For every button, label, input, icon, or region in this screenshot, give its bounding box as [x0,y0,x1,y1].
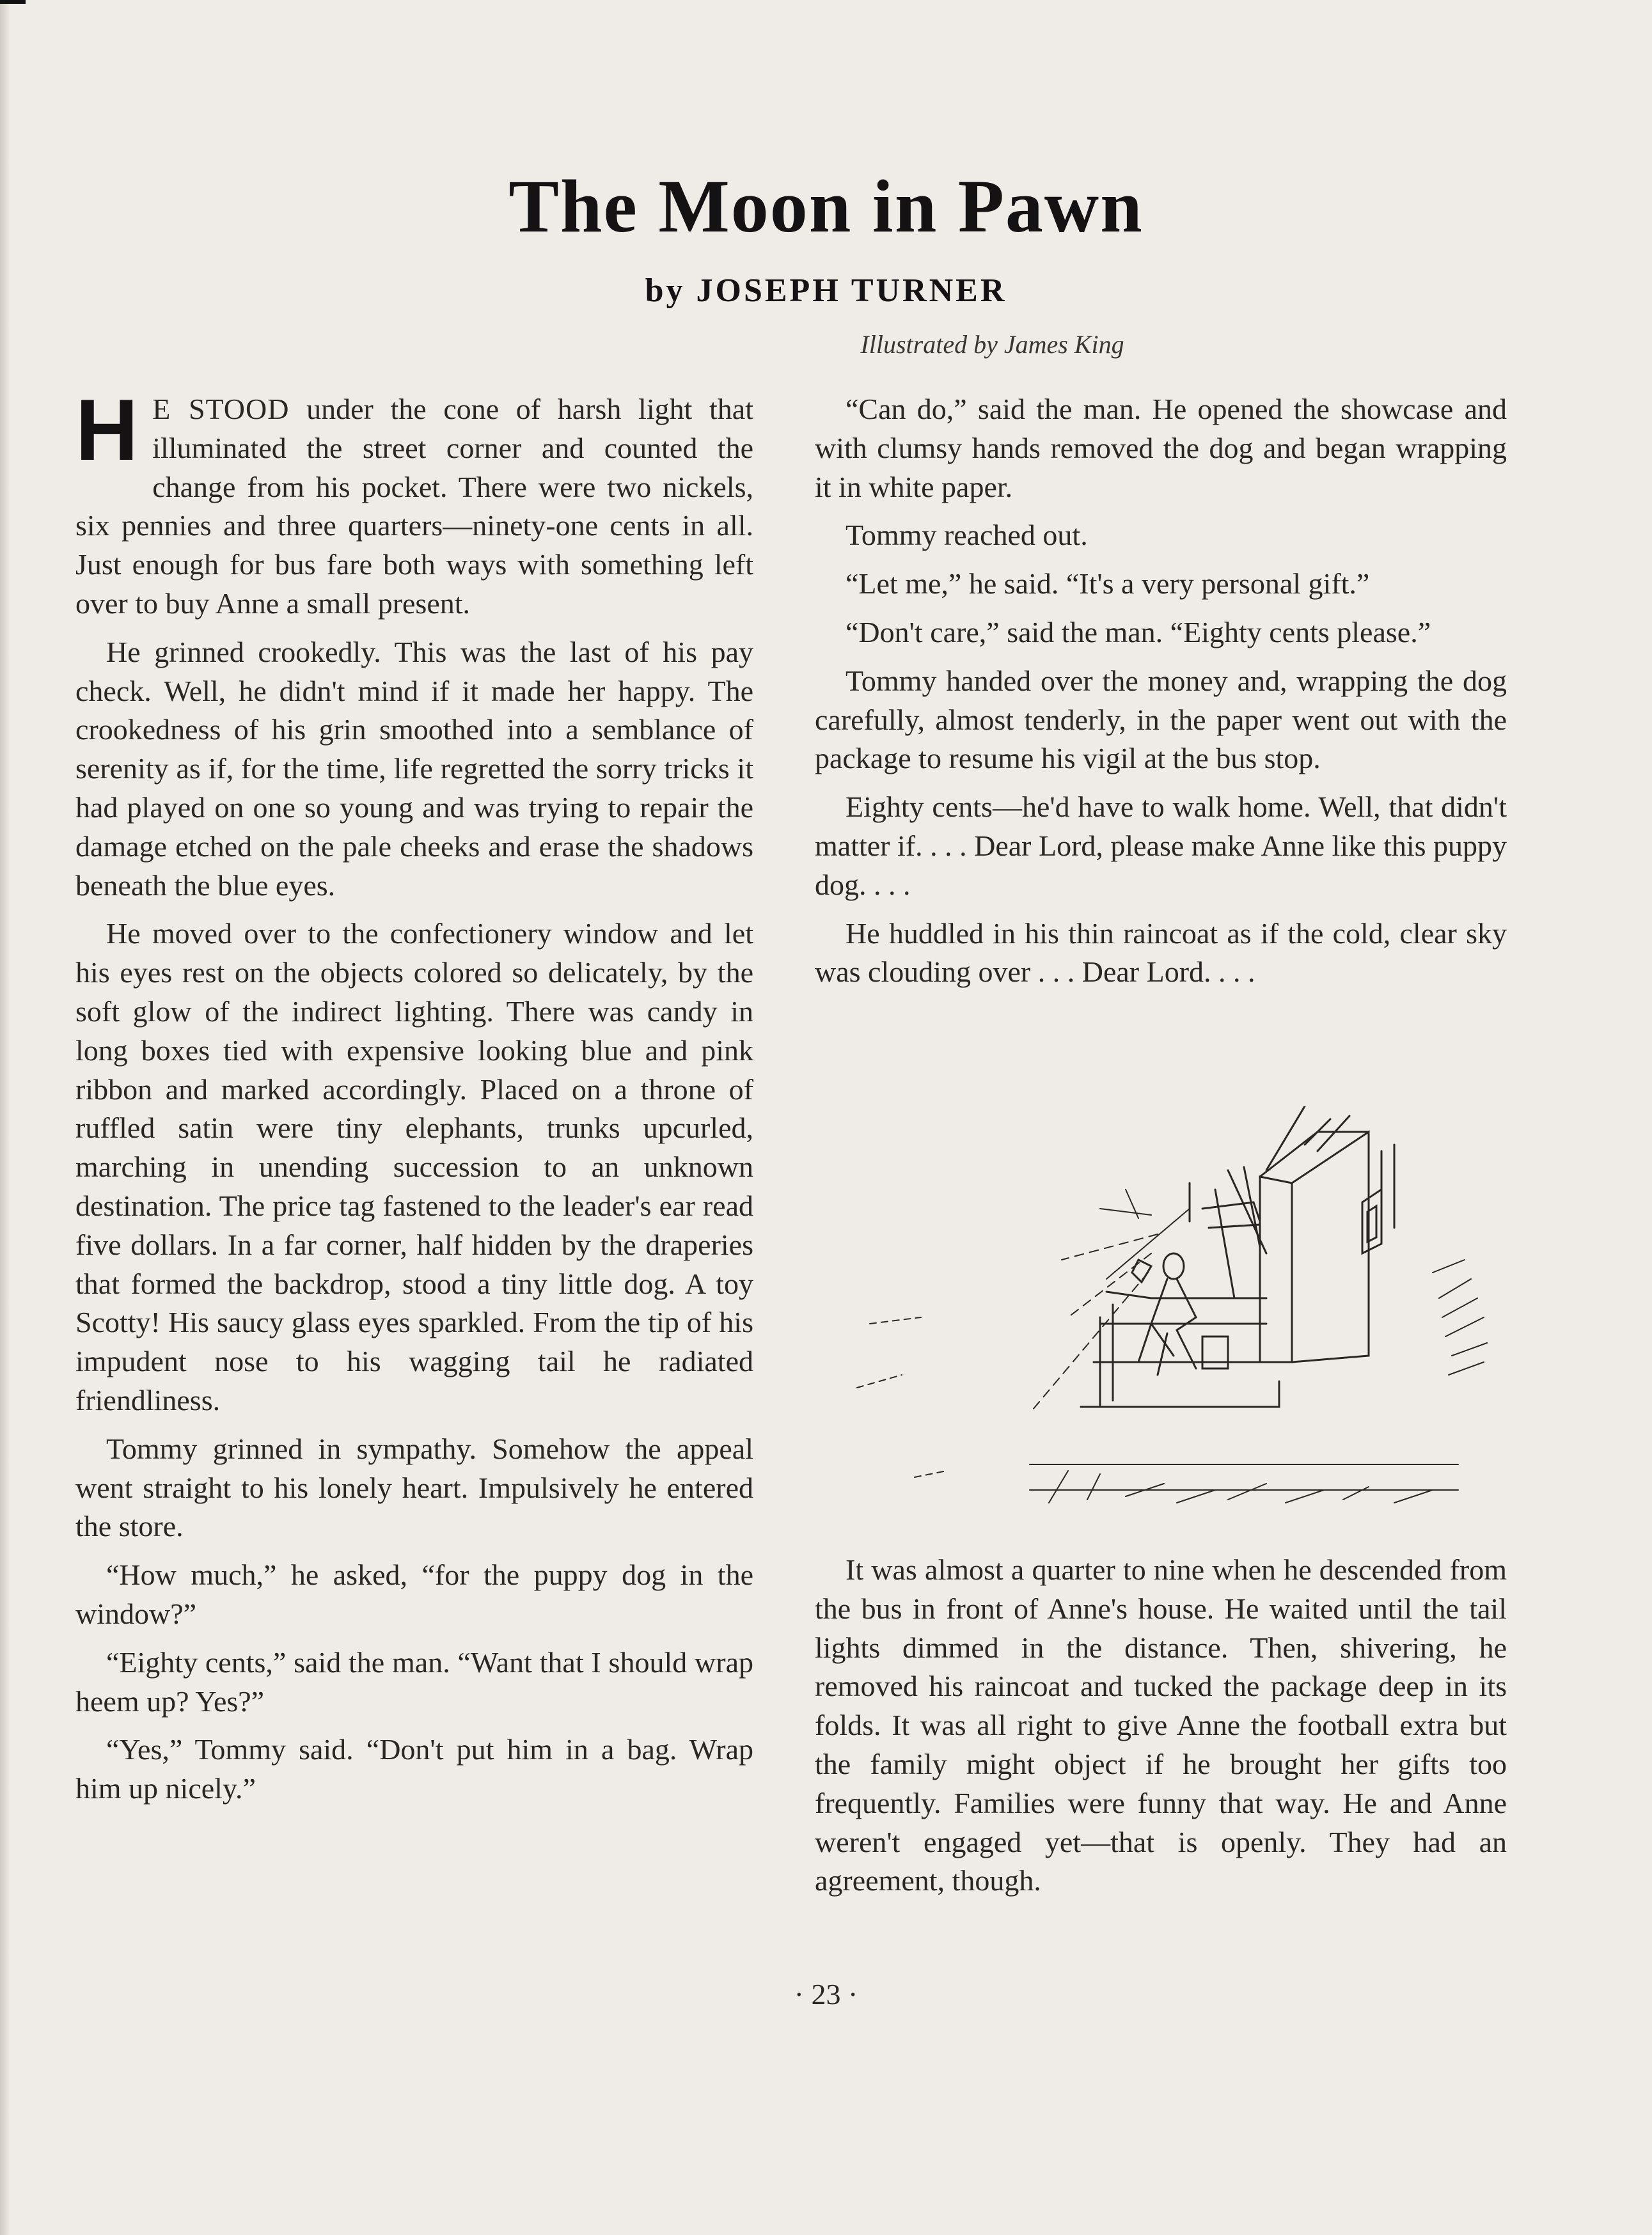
paragraph: “How much,” he asked, “for the puppy dog in the window?” [75,1558,753,1630]
paragraph: “Let me,” he said. “It's a very personal gift.” [846,567,1370,600]
article-byline: by JOSEPH TURNER [645,272,1007,309]
illustration-credit: Illustrated by James King [860,330,1124,359]
page-number: · 23 · [794,1978,858,2011]
page-corner-mark [0,0,26,4]
paragraph: “Eighty cents,” said the man. “Want that I should wrap heem up? Yes?” [75,1645,753,1718]
paragraph: Eighty cents—he'd have to walk home. Well, that didn't matter if. . . . Dear Lord, please make Anne like this puppy dog. . . . [815,790,1507,901]
paragraph: Tommy grinned in sympathy. Somehow the appeal went straight to his lonely heart. Impulsively he entered the store. [75,1432,753,1543]
paragraph: “Yes,” Tommy said. “Don't put him in a bag. Wrap him up nicely.” [75,1733,753,1805]
paragraph: He huddled in his thin raincoat as if the cold, clear sky was clouding over . . . Dear Lord. . . . [815,916,1507,989]
paragraph: “Don't care,” said the man. “Eighty cents please.” [846,615,1431,648]
article-title: The Moon in Pawn [508,164,1144,248]
opening-smallcaps: E STOOD [152,393,290,425]
ink-sketch-illustration [819,1106,1506,1541]
paragraph: He grinned crookedly. This was the last of his pay check. Well, he didn't mind if it made her happy. The crookedness of his grin smoothed into a semblance of serenity as if, for the time, life regretted the sorry tricks it had played on one so young and was trying to repair the damage etched on the pale cheeks and erase the shadows beneath the blue eyes. [75,635,753,902]
paragraph: Tommy handed over the money and, wrapping the dog carefully, almost tenderly, in the paper went out with the package to resume his vigil at the bus stop. [815,664,1507,775]
paragraph: Tommy reached out. [846,519,1088,552]
opening-text: under the cone of harsh light that illuminated the street corner and counted the change from his pocket. There were two nickels, six pennies and three quarters—ninety-one cents in all. Just enough for bus fare both ways with something left over to buy Anne a small present. [75,393,753,620]
drop-cap: H [75,381,139,478]
left-column [75,381,753,1818]
right-column-bottom [815,1551,1507,1910]
right-column-top [815,390,1507,1001]
paragraph: “Can do,” said the man. He opened the showcase and with clumsy hands removed the dog and began wrapping it in white paper. [815,393,1507,503]
opening-paragraph [75,381,753,623]
paragraph: It was almost a quarter to nine when he descended from the bus in front of Anne's house. He waited until the tail lights dimmed in the distance. Then, shivering, he removed his raincoat and tucked the package deep in its folds. It was all right to give Anne the football extra but the family might object if he brought her gifts too frequently. Families were funny that way. He and Anne weren't engaged yet—that is openly. They had an agreement, though. [815,1553,1507,1897]
paragraph: He moved over to the confectionery window and let his eyes rest on the objects colored so delicately, by the soft glow of the indirect lighting. There was candy in long boxes tied with expensive looking blue and pink ribbon and marked accordingly. Placed on a throne of ruffled satin were tiny elephants, trunks upcurled, marching in unending succession to an unknown destination. The price tag fastened to the leader's ear read five dollars. In a far corner, half hidden by the draperies that formed the backdrop, stood a tiny little dog. A toy Scotty! His saucy glass eyes sparkled. From the tip of his impudent nose to his wagging tail he radiated friendliness. [75,917,753,1416]
